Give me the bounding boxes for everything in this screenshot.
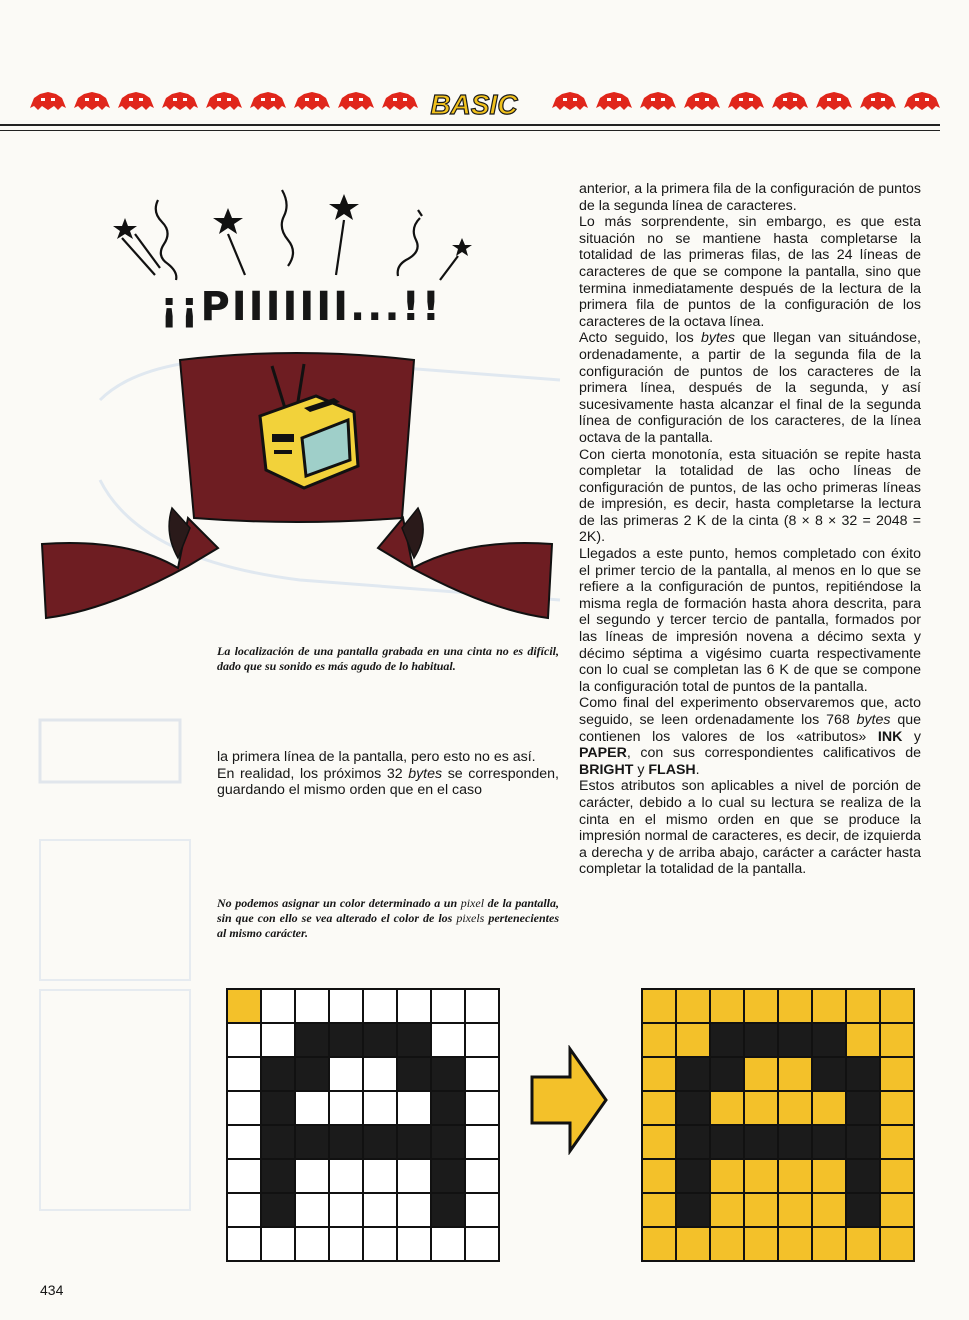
- grid-cell: [397, 1057, 431, 1091]
- right-paragraph: Como final del experimento observaremos que, acto seguido, se leen ordenadamente los 768 bytes que contienen los valores de los «atributos» INK y PAPER, con sus correspondientes calificativos de BRIGHT y FLASH.: [579, 695, 921, 778]
- grid-cell: [676, 1091, 710, 1125]
- grid-cell: [431, 1125, 465, 1159]
- header-rule-top: [0, 124, 940, 126]
- grid-cell: [329, 1159, 363, 1193]
- grid-cell: [261, 1159, 295, 1193]
- grid-cell: [227, 1227, 261, 1261]
- grid-cell: [846, 1159, 880, 1193]
- character-grid-before: [225, 987, 515, 1277]
- grid-cell: [642, 1091, 676, 1125]
- caption-pixel: No podemos asignar un color determinado a un pixel de la pantalla, sin que con ello se vea alterado el color de los pixels pertenecientes al mismo carácter.: [217, 896, 559, 940]
- grid-cell: [397, 1125, 431, 1159]
- grid-cell: [846, 1091, 880, 1125]
- grid-cell: [642, 1125, 676, 1159]
- grid-cell: [295, 1227, 329, 1261]
- caption-tape: La localización de una pantalla grabada en una cinta no es difícil, dado que su sonido es más agudo de lo habitual.: [217, 644, 559, 673]
- section-header: [0, 80, 969, 132]
- sound-burst-illustration: [100, 180, 500, 290]
- grid-cell: [880, 1159, 914, 1193]
- grid-cell: [295, 1023, 329, 1057]
- grid-cell: [397, 1193, 431, 1227]
- grid-cell: [465, 1091, 499, 1125]
- left-text-column: [217, 749, 559, 799]
- grid-cell: [642, 1193, 676, 1227]
- grid-cell: [642, 989, 676, 1023]
- grid-cell: [295, 1193, 329, 1227]
- section-title: BASIC: [430, 89, 518, 120]
- grid-cell: [642, 1023, 676, 1057]
- grid-cell: [812, 1227, 846, 1261]
- grid-cell: [295, 1125, 329, 1159]
- grid-cell: [710, 1125, 744, 1159]
- left-paragraph: En realidad, los próximos 32 bytes se corresponden, guardando el mismo orden que en el caso: [217, 765, 559, 799]
- grid-cell: [261, 1193, 295, 1227]
- arrow-right-icon: [530, 1045, 610, 1155]
- grid-cell: [295, 1159, 329, 1193]
- grid-cell: [227, 1023, 261, 1057]
- grid-cell: [431, 1091, 465, 1125]
- grid-cell: [778, 1023, 812, 1057]
- grid-cell: [227, 1057, 261, 1091]
- grid-cell: [397, 989, 431, 1023]
- invader-icon-row-left: [30, 92, 418, 110]
- grid-cell: [812, 1125, 846, 1159]
- grid-cell: [778, 1057, 812, 1091]
- grid-cell: [465, 1193, 499, 1227]
- grid-cell: [744, 1057, 778, 1091]
- grid-cell: [261, 1091, 295, 1125]
- grid-cell: [676, 1159, 710, 1193]
- grid-cell: [431, 1159, 465, 1193]
- grid-cell: [710, 1193, 744, 1227]
- grid-cell: [710, 1091, 744, 1125]
- grid-cell: [846, 1023, 880, 1057]
- right-text-column: [579, 181, 921, 878]
- grid-cell: [744, 1125, 778, 1159]
- grid-cell: [465, 1159, 499, 1193]
- grid-cell: [397, 1227, 431, 1261]
- grid-cell: [880, 1125, 914, 1159]
- grid-cell: [778, 1193, 812, 1227]
- right-paragraph: Estos atributos son aplicables a nivel de porción de carácter, debido a lo cual su lectura se realiza de la cinta en el mismo orden en que se produce la impresión normal de caracteres, es decir, de izquierda a derecha y de arriba abajo, carácter a carácter hasta completar la totalidad de la pantalla.: [579, 778, 921, 878]
- grid-cell: [778, 1125, 812, 1159]
- grid-cell: [329, 1057, 363, 1091]
- exclamation-text: ¡¡PIIIIIII...!!: [160, 284, 443, 330]
- grid-cell: [676, 989, 710, 1023]
- grid-cell: [227, 1159, 261, 1193]
- grid-cell: [329, 1193, 363, 1227]
- grid-cell: [227, 989, 261, 1023]
- grid-cell: [744, 1091, 778, 1125]
- grid-cell: [880, 1057, 914, 1091]
- grid-cell: [642, 1227, 676, 1261]
- grid-cell: [744, 1159, 778, 1193]
- grid-cell: [329, 1023, 363, 1057]
- grid-cell: [397, 1091, 431, 1125]
- grid-cell: [363, 989, 397, 1023]
- grid-cell: [431, 1023, 465, 1057]
- grid-cell: [227, 1125, 261, 1159]
- grid-cell: [363, 1057, 397, 1091]
- grid-cell: [710, 1023, 744, 1057]
- grid-cell: [295, 1057, 329, 1091]
- grid-cell: [465, 1057, 499, 1091]
- right-paragraph: Lo más sorprendente, sin embargo, es que esta situación no se mantiene hasta completarse la totalidad de las primeras filas, de las 24 líneas de caracteres de que se compone la pantalla, sino que termina inmediatamente después de la lectura de la primera fila de puntos de la configuración de los caracteres de la octava línea.: [579, 214, 921, 330]
- grid-cell: [880, 1091, 914, 1125]
- grid-cell: [710, 1227, 744, 1261]
- header-rule-bottom: [0, 130, 940, 131]
- grid-cell: [710, 1159, 744, 1193]
- grid-cell: [846, 989, 880, 1023]
- grid-cell: [227, 1193, 261, 1227]
- grid-cell: [431, 1057, 465, 1091]
- grid-cell: [363, 1091, 397, 1125]
- grid-cell: [676, 1057, 710, 1091]
- grid-cell: [676, 1125, 710, 1159]
- grid-cell: [880, 1193, 914, 1227]
- grid-cell: [261, 1057, 295, 1091]
- grid-cell: [329, 1227, 363, 1261]
- grid-cell: [295, 1091, 329, 1125]
- page-number: 434: [40, 1282, 64, 1298]
- grid-cell: [812, 1159, 846, 1193]
- grid-cell: [363, 1159, 397, 1193]
- grid-cell: [431, 1193, 465, 1227]
- right-paragraph: Llegados a este punto, hemos completado con éxito el primer tercio de la pantalla, al menos en lo que se refiere a la configuración de puntos, repitiéndose la misma regla de formación hasta ahora descrita, para el segundo y tercer tercio de pantalla, formados por las líneas de impresión novena a décimo sexta y décimo séptima a vigésimo cuarta respectivamente con lo cual se completan las 6 K de que se compone la configuración total de puntos de la pantalla.: [579, 546, 921, 695]
- grid-cell: [431, 989, 465, 1023]
- grid-cell: [431, 1227, 465, 1261]
- grid-cell: [397, 1023, 431, 1057]
- character-grid-after: [640, 987, 930, 1277]
- right-paragraph: Con cierta monotonía, esta situación se repite hasta completar la totalidad de las ocho líneas de configuración de puntos, de las ocho primeras líneas de impresión, es decir, hasta completarse la lectura de las primeras 2 K de la cinta (8 × 8 × 32 = 2048 = 2K).: [579, 446, 921, 546]
- grid-cell: [363, 1193, 397, 1227]
- grid-cell: [363, 1125, 397, 1159]
- grid-cell: [363, 1023, 397, 1057]
- grid-cell: [812, 1193, 846, 1227]
- grid-cell: [846, 1057, 880, 1091]
- grid-cell: [261, 1227, 295, 1261]
- grid-cell: [846, 1227, 880, 1261]
- invader-icon-row-right: [552, 92, 940, 110]
- right-paragraph: Acto seguido, los bytes que llegan van situándose, ordenadamente, a partir de la segunda fila de la configuración de puntos de los caracteres de la primera línea, después de la segunda, y así sucesivamente hasta alcanzar el final de la segunda línea de configuración de los caracteres, de la línea octava de la pantalla.: [579, 330, 921, 446]
- grid-cell: [778, 1091, 812, 1125]
- grid-cell: [397, 1159, 431, 1193]
- grid-cell: [744, 1227, 778, 1261]
- grid-cell: [363, 1227, 397, 1261]
- grid-cell: [261, 1023, 295, 1057]
- grid-cell: [846, 1125, 880, 1159]
- grid-cell: [812, 1057, 846, 1091]
- grid-cell: [465, 1023, 499, 1057]
- grid-cell: [329, 1091, 363, 1125]
- grid-cell: [227, 1091, 261, 1125]
- grid-cell: [846, 1193, 880, 1227]
- sound-wave-lines: [122, 190, 458, 280]
- grid-cell: [744, 1193, 778, 1227]
- grid-cell: [778, 1159, 812, 1193]
- grid-cell: [812, 1023, 846, 1057]
- grid-cell: [261, 989, 295, 1023]
- grid-cell: [329, 989, 363, 1023]
- grid-cell: [710, 1057, 744, 1091]
- grid-cell: [676, 1193, 710, 1227]
- right-paragraph: anterior, a la primera fila de la configuración de puntos de la segunda línea de caracteres.: [579, 181, 921, 214]
- grid-cell: [465, 1125, 499, 1159]
- grid-cell: [778, 1227, 812, 1261]
- grid-cell: [744, 989, 778, 1023]
- grid-cell: [676, 1023, 710, 1057]
- grid-cell: [812, 1091, 846, 1125]
- grid-cell: [778, 989, 812, 1023]
- grid-cell: [261, 1125, 295, 1159]
- grid-cell: [465, 1227, 499, 1261]
- grid-cell: [880, 1023, 914, 1057]
- grid-cell: [465, 989, 499, 1023]
- grid-cell: [710, 989, 744, 1023]
- grid-cell: [744, 1023, 778, 1057]
- grid-cell: [676, 1227, 710, 1261]
- grid-cell: [880, 989, 914, 1023]
- grid-cell: [642, 1159, 676, 1193]
- grid-cell: [295, 989, 329, 1023]
- grid-cell: [880, 1227, 914, 1261]
- grid-cell: [642, 1057, 676, 1091]
- left-paragraph: la primera línea de la pantalla, pero esto no es así.: [217, 749, 536, 765]
- grid-cell: [329, 1125, 363, 1159]
- grid-cell: [812, 989, 846, 1023]
- tape-illustration: [38, 348, 558, 638]
